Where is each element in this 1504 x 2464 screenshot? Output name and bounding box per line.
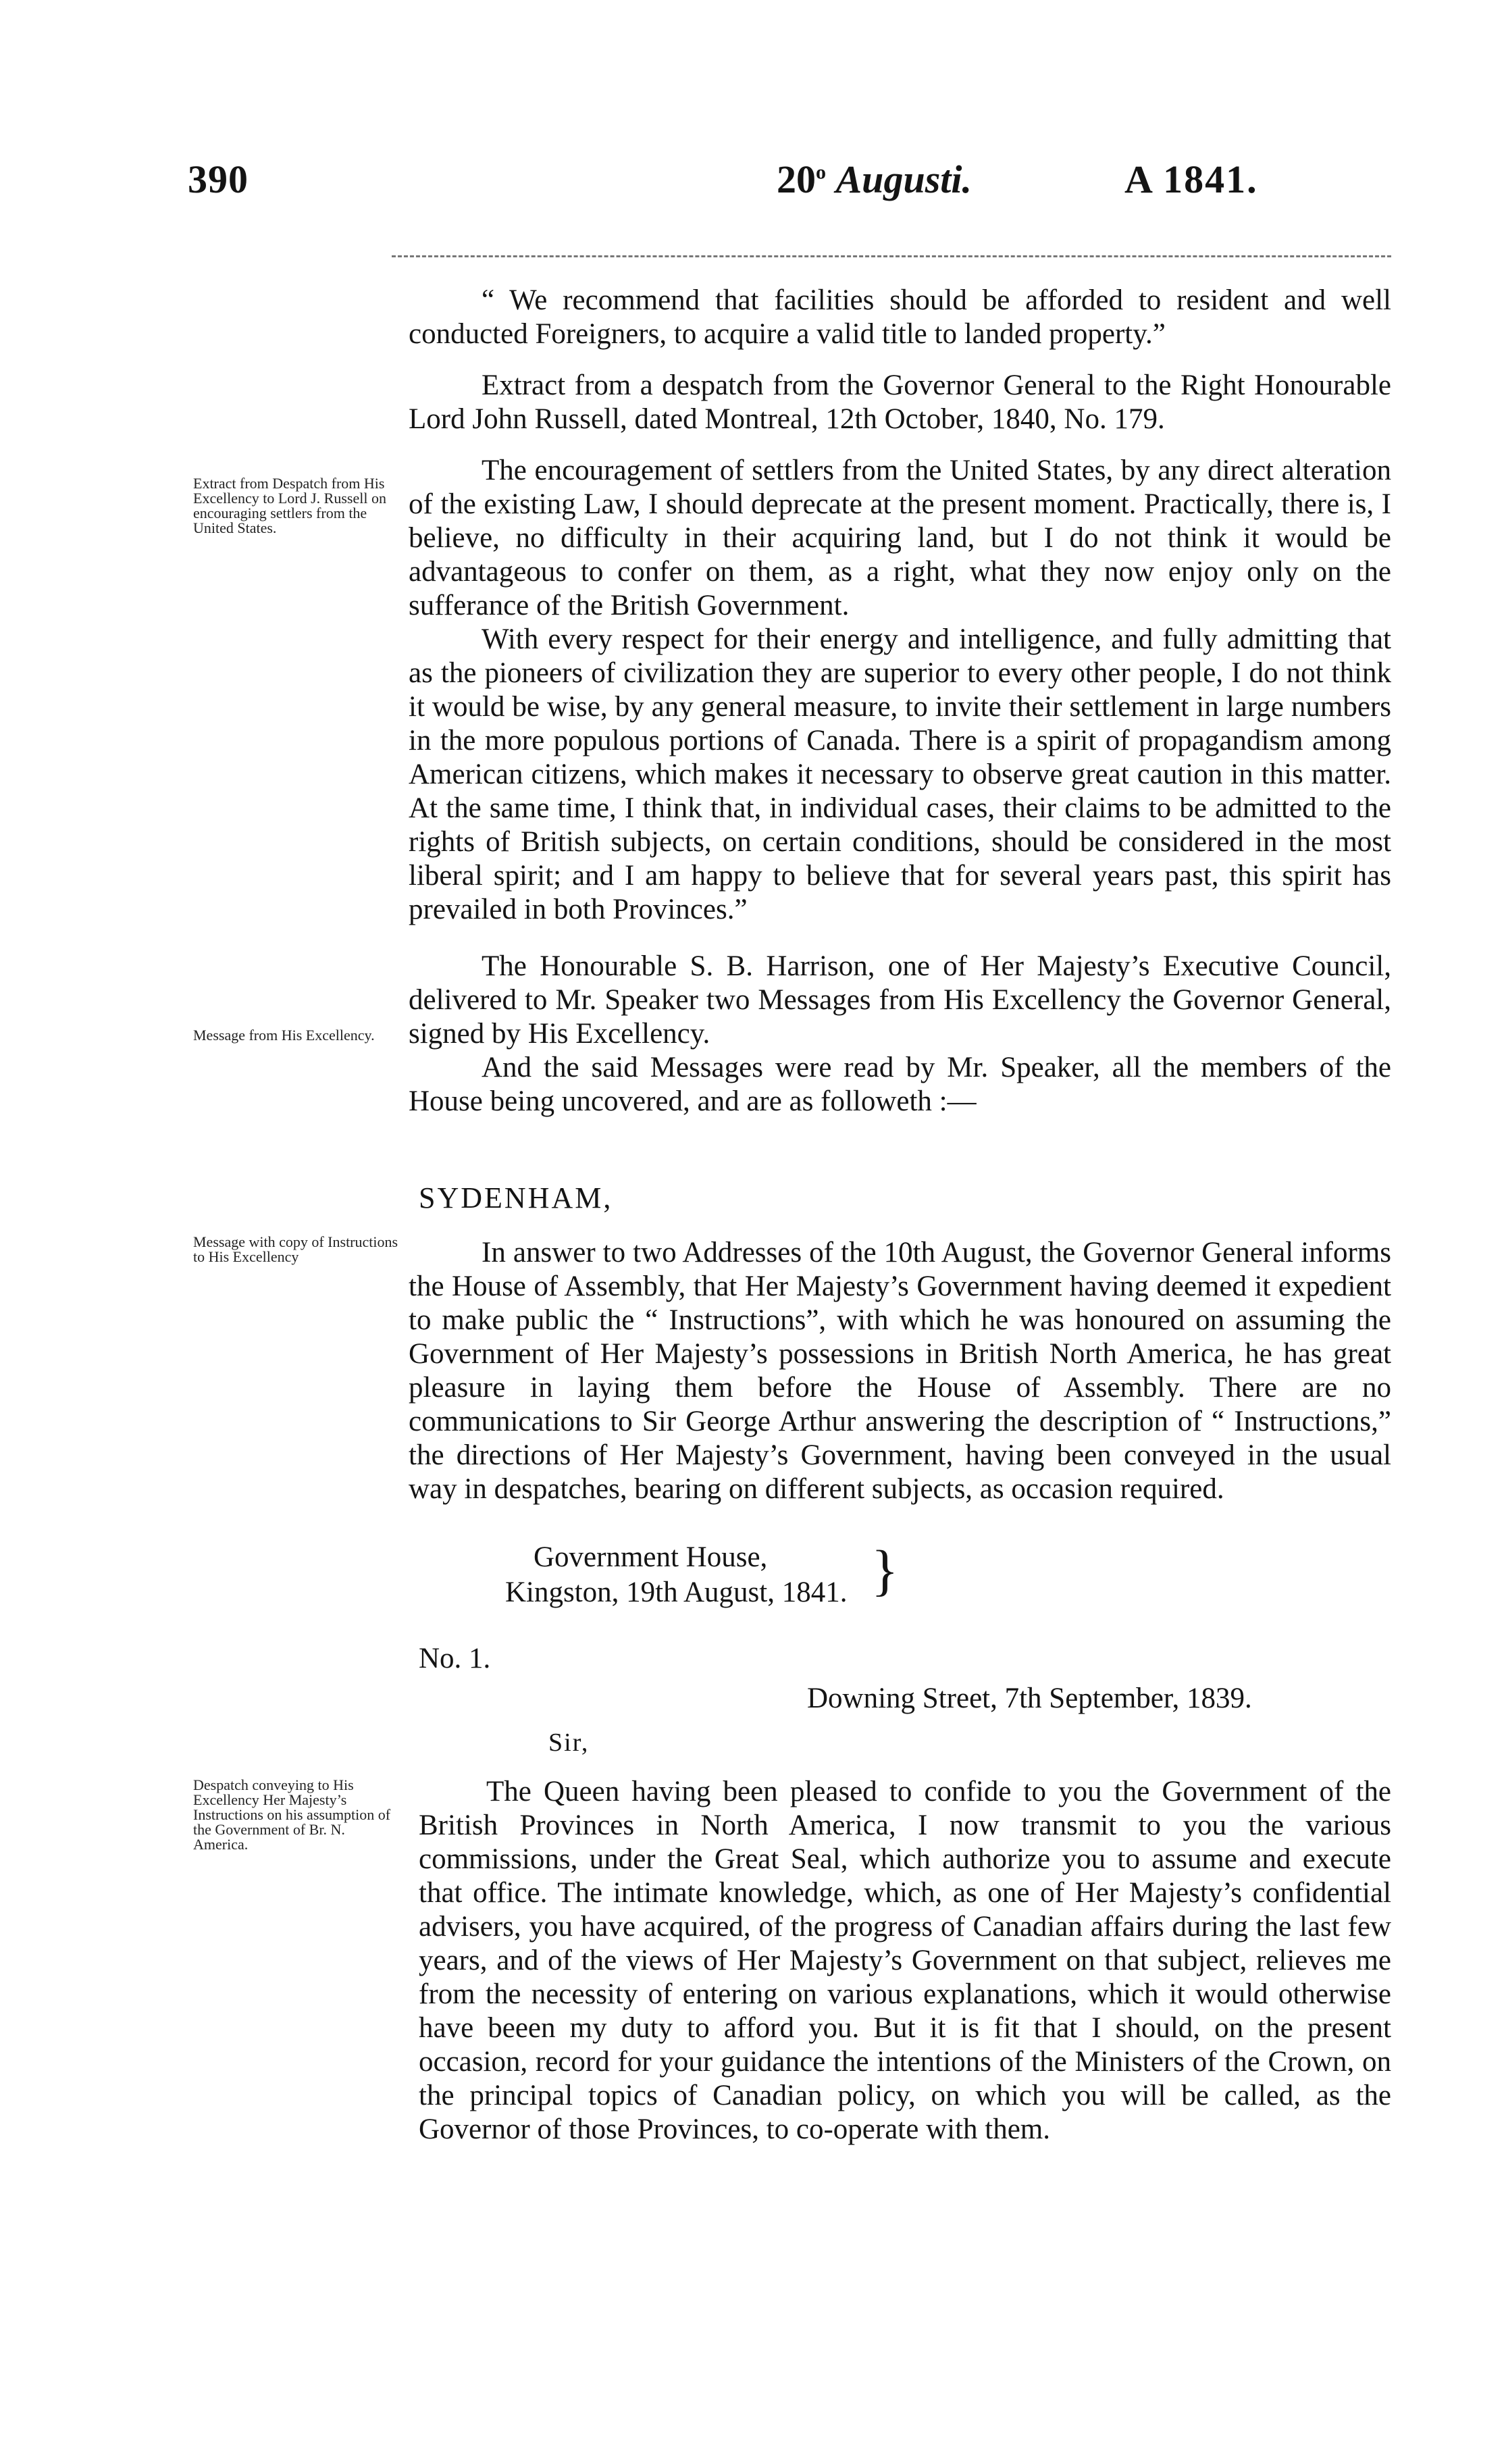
date-day: 20 xyxy=(777,157,816,201)
main-text xyxy=(409,284,1391,1119)
marginal-note-extract: Extract from Despatch from His Excellency to Lord J. Russell on encouraging settlers from the United States. xyxy=(193,475,386,536)
year-heading: A 1841. xyxy=(1124,157,1258,201)
paragraph-harrison: The Honourable S. B. Harrison, one of Her Majesty’s Executive Council, delivered to Mr. Speaker two Messages from His Excellency the Governor General, signed by His Excellency. xyxy=(409,950,1391,1050)
paragraph-quote: “ We recommend that facilities should be afforded to resident and well conducted Foreigners, to acquire a valid title to landed property.” xyxy=(409,284,1391,350)
date-month: Augusti. xyxy=(835,157,972,201)
despatch-dateline: Downing Street, 7th September, 1839. xyxy=(807,1683,1252,1714)
paragraph-answer: In answer to two Addresses of the 10th August, the Governor General informs the House of Assembly, that Her Majesty’s Government having deemed it expedient to make public the “ Instructions”, with which he was honoured on assuming the Government of Her Majesty’s possessions in British North America, he has great pleasure in laying them before the House of Assembly. There are no communications to Sir George Arthur answering the description of “ Instructions,” the directions of Her Majesty’s Government, having been conveyed in the usual way in despatches, bearing on different subjects, as occasion required. xyxy=(409,1237,1391,1505)
despatch-number: No. 1. xyxy=(419,1643,491,1674)
message-text xyxy=(409,1236,1391,1506)
paragraph-messages-read: And the said Messages were read by Mr. Speaker, all the members of the House being uncovered, and are as followeth :— xyxy=(409,1052,1391,1117)
marginal-note-instructions: Message with copy of Instructions to His Excellency xyxy=(193,1233,398,1265)
salutation: Sir, xyxy=(548,1728,590,1757)
date-heading xyxy=(777,157,972,202)
marginal-note-despatch: Despatch conveying to His Excellency Her Majesty’s Instructions on his assumption of the Government of Br. N. America. xyxy=(193,1776,391,1853)
page-number: 390 xyxy=(188,157,249,201)
marginal-note-message: Message from His Excellency. xyxy=(193,1027,375,1044)
paragraph-encouragement: The encouragement of settlers from the United States, by any direct alteration of the existing Law, I should deprecate at the present moment. Practically, there is, I believe, no difficulty in their acquiring land, but I do not think it would be advantageous to confer on them, as a right, what they now enjoy only on the sufferance of the British Government. xyxy=(409,455,1391,621)
despatch-text xyxy=(419,1775,1391,2147)
brace-mark: } xyxy=(871,1539,899,1602)
paragraph-extract-heading: Extract from a despatch from the Governor General to the Right Honourable Lord John Russell, dated Montreal, 12th October, 1840, No. 179. xyxy=(409,369,1391,435)
paragraph-despatch-body: The Queen having been pleased to confide to you the Government of the British Provinces in North America, I now transmit to you the various commissions, under the Great Seal, which authorize you to assume and execute that office. The intimate knowledge, which, as one of Her Majesty’s confidential advisers, you have acquired, of the progress of Canadian affairs during the last few years, and of the views of Her Majesty’s Government on that subject, relieves me from the necessity of entering on various explanations, which it would otherwise have beeen my duty to afford you. But it is fit that I should, on the present occasion, record for your guidance the intentions of the Ministers of the Crown, on the principal topics of Canadian policy, on which you will be called, as the Governor of those Provinces, to co-operate with them. xyxy=(419,1776,1391,2145)
place-line-1: Government House, xyxy=(534,1541,768,1573)
place-line-2: Kingston, 19th August, 1841. xyxy=(505,1576,848,1608)
place-and-date xyxy=(505,1540,848,1610)
date-superscript: o xyxy=(816,161,826,184)
signature-sydenham: SYDENHAM, xyxy=(419,1181,613,1214)
running-header xyxy=(0,157,1504,211)
header-rule xyxy=(392,255,1391,257)
paragraph-respect: With every respect for their energy and intelligence, and fully admitting that as the pioneers of civilization they are superior to every other people, I do not think it would be wise, by any general measure, to invite their settlement in large numbers in the more populous portions of Canada. There is a spirit of propagandism among American citizens, which makes it necessary to observe great caution in this matter. At the same time, I think that, in individual cases, their claims to be admitted to the rights of British subjects, on certain conditions, should be considered in the most liberal spirit; and I am happy to believe that for several years past, this spirit has prevailed in both Provinces.” xyxy=(409,623,1391,925)
